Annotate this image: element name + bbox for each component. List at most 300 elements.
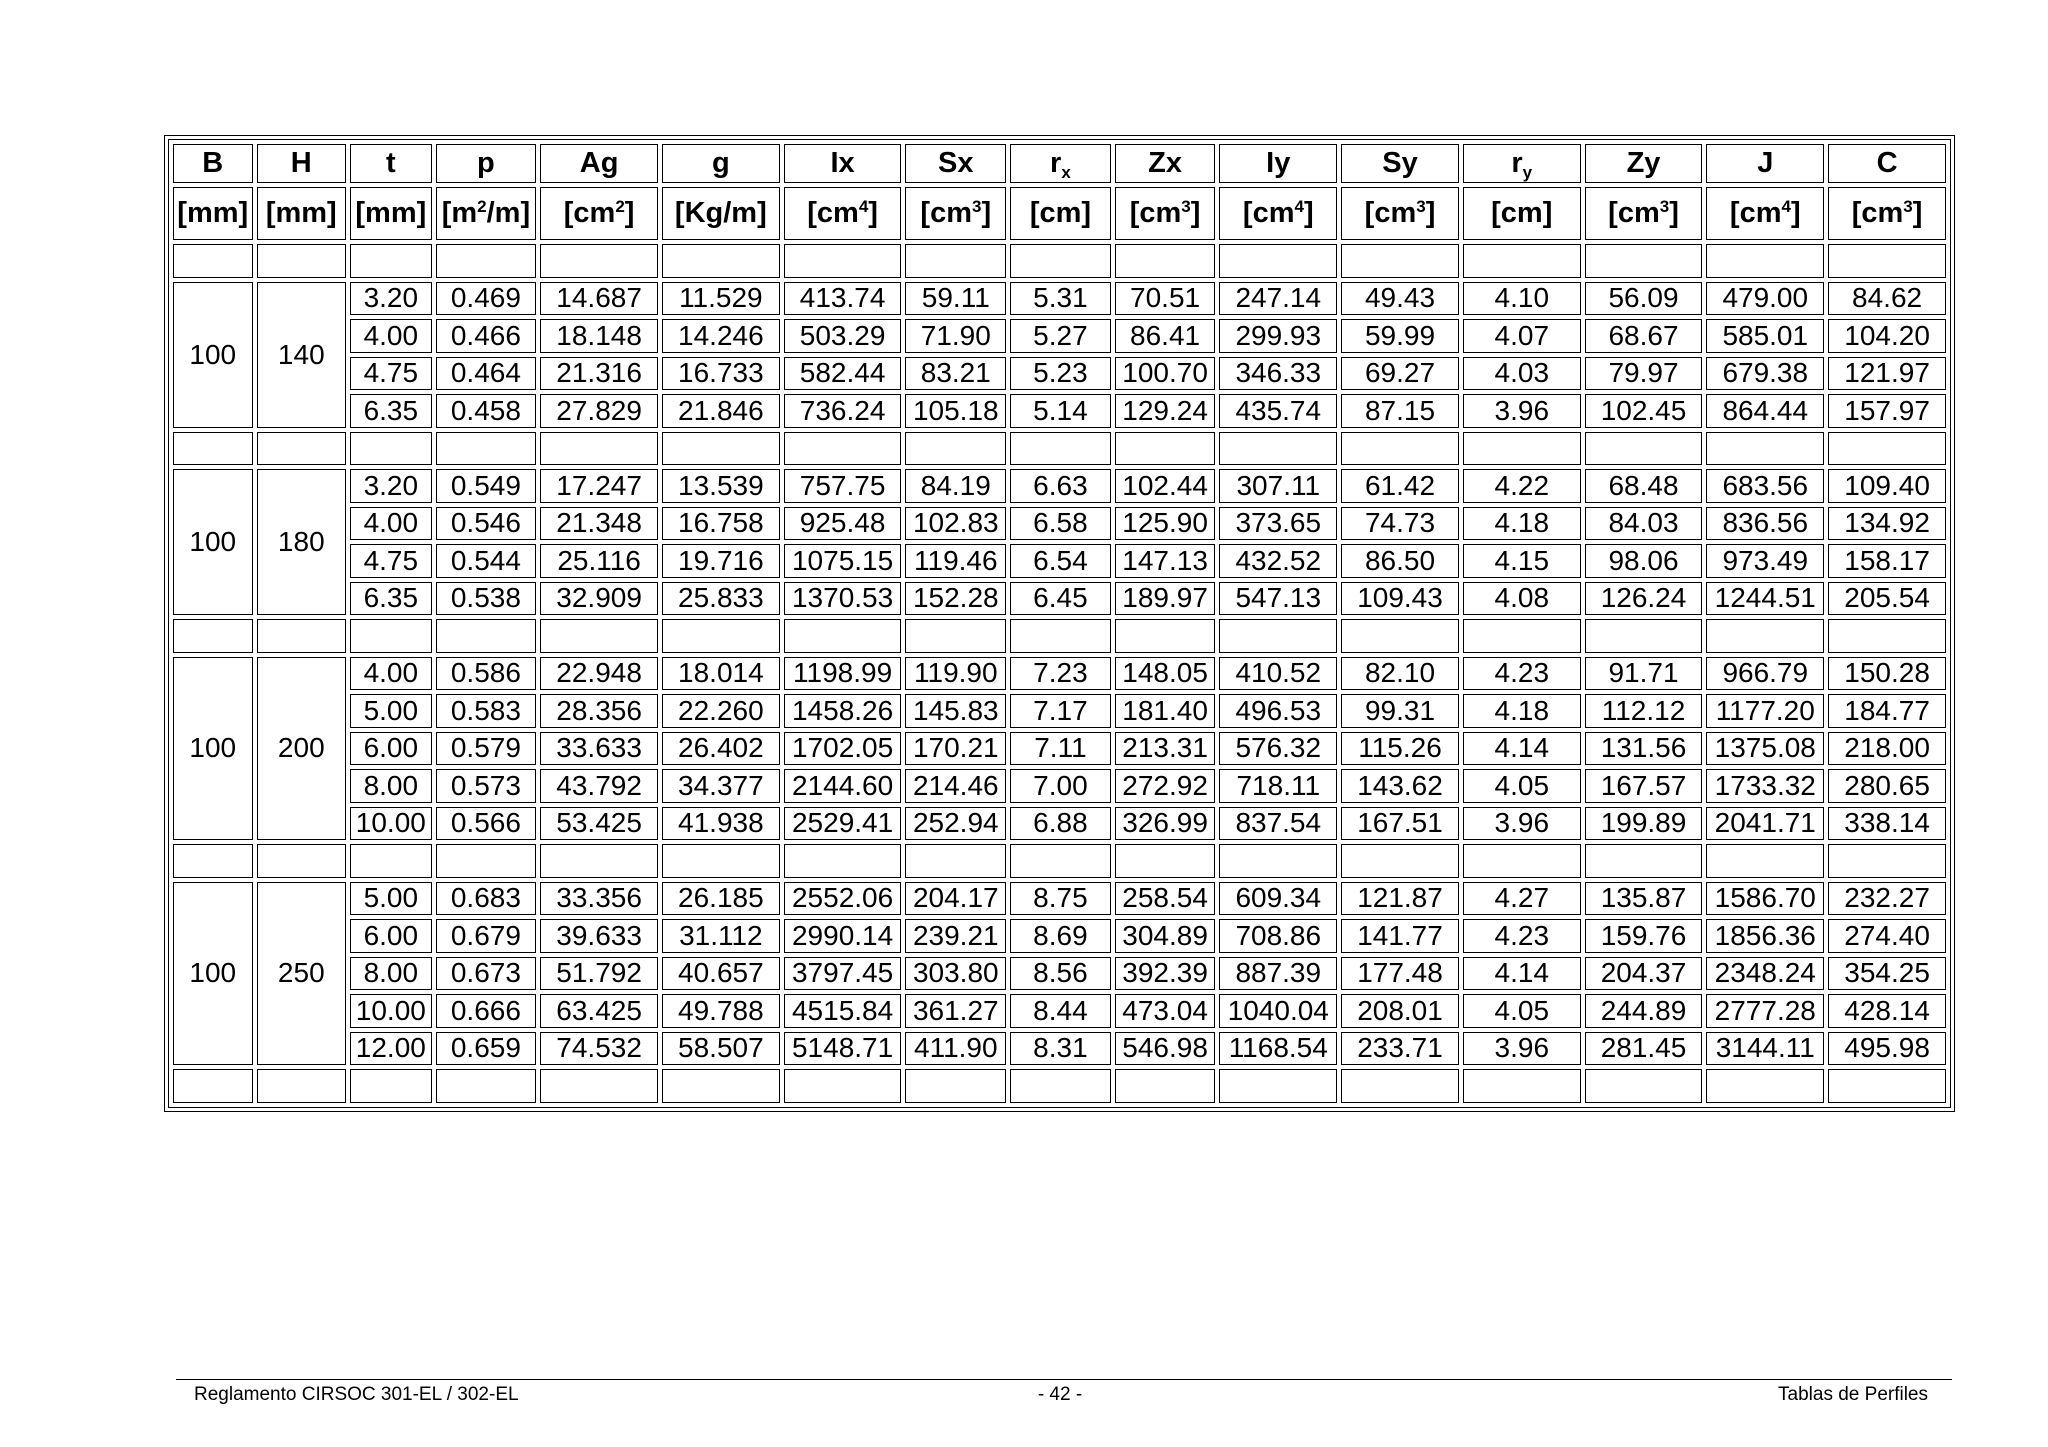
cell-p: 0.579 <box>436 732 537 766</box>
header-unit-Ix <box>784 187 902 240</box>
cell-J: 864.44 <box>1706 394 1824 428</box>
empty-cell <box>1341 844 1459 878</box>
cell-Ix: 757.75 <box>784 469 902 503</box>
header-unit-text: [cm <box>1608 197 1660 229</box>
cell-rx: 8.69 <box>1010 919 1111 953</box>
cell-p: 0.573 <box>436 769 537 803</box>
cell-Iy: 1040.04 <box>1219 994 1337 1028</box>
footer-section-title: Tablas de Perfiles <box>1778 1384 1928 1405</box>
header-symbol-H <box>257 144 347 183</box>
cell-Zy: 281.45 <box>1585 1032 1703 1066</box>
cell-Sy: 233.71 <box>1341 1032 1459 1066</box>
header-unit-exponent: 4 <box>858 197 869 216</box>
header-symbol-ry <box>1463 144 1581 183</box>
empty-cell <box>1585 1069 1703 1103</box>
cell-Ag: 22.948 <box>540 657 658 691</box>
header-unit-text: [cm <box>920 197 972 229</box>
empty-cell <box>1115 432 1216 466</box>
cell-Ix: 2529.41 <box>784 807 902 841</box>
cell-J: 1586.70 <box>1706 882 1824 916</box>
footer-document-title: Reglamento CIRSOC 301-EL / 302-EL <box>194 1384 519 1405</box>
header-unit-B <box>173 187 253 240</box>
spacer-row <box>173 244 1946 278</box>
cell-p: 0.583 <box>436 694 537 728</box>
table-row <box>173 582 1946 616</box>
header-unit-end: ] <box>1425 197 1436 229</box>
empty-cell <box>1341 432 1459 466</box>
cell-J: 2041.71 <box>1706 807 1824 841</box>
cell-rx: 6.54 <box>1010 544 1111 578</box>
header-unit-rx <box>1010 187 1111 240</box>
cell-Zy: 91.71 <box>1585 657 1703 691</box>
header-unit-text: [cm] <box>1491 197 1553 229</box>
cell-C: 184.77 <box>1828 694 1946 728</box>
cell-ry: 4.14 <box>1463 957 1581 991</box>
cell-J: 585.01 <box>1706 319 1824 353</box>
cell-g: 18.014 <box>662 657 780 691</box>
header-unit-text: [mm] <box>265 197 337 229</box>
cell-t: 6.00 <box>350 732 432 766</box>
header-unit-text: [cm <box>1242 197 1295 229</box>
cell-p: 0.466 <box>436 319 537 353</box>
empty-cell <box>1463 244 1581 278</box>
cell-Iy: 373.65 <box>1219 507 1337 541</box>
header-unit-text: [mm] <box>177 197 249 229</box>
cell-Ag: 21.316 <box>540 357 658 391</box>
header-symbol-J <box>1706 144 1824 183</box>
cell-Iy: 1168.54 <box>1219 1032 1337 1066</box>
cell-g: 31.112 <box>662 919 780 953</box>
cell-rx: 7.17 <box>1010 694 1111 728</box>
cell-t: 8.00 <box>350 957 432 991</box>
header-unit-Sy <box>1341 187 1459 240</box>
cell-Sy: 59.99 <box>1341 319 1459 353</box>
empty-cell <box>1115 1069 1216 1103</box>
cell-Zx: 272.92 <box>1115 769 1216 803</box>
cell-Sy: 74.73 <box>1341 507 1459 541</box>
cell-g: 13.539 <box>662 469 780 503</box>
empty-cell <box>1115 244 1216 278</box>
empty-cell <box>257 432 347 466</box>
empty-cell <box>784 619 902 653</box>
cell-t: 3.20 <box>350 282 432 316</box>
header-unit-exponent: 3 <box>1659 197 1670 216</box>
table-row <box>173 919 1946 953</box>
cell-t: 6.00 <box>350 919 432 953</box>
cell-Ag: 14.687 <box>540 282 658 316</box>
cell-Ag: 17.247 <box>540 469 658 503</box>
cell-Sy: 69.27 <box>1341 357 1459 391</box>
empty-cell <box>905 432 1006 466</box>
cell-rx: 5.14 <box>1010 394 1111 428</box>
cell-J: 836.56 <box>1706 507 1824 541</box>
cell-Sy: 49.43 <box>1341 282 1459 316</box>
cell-rx: 6.88 <box>1010 807 1111 841</box>
header-unit-g <box>662 187 780 240</box>
header-unit-text: [cm <box>1129 197 1182 229</box>
cell-Zx: 473.04 <box>1115 994 1216 1028</box>
empty-cell <box>257 244 347 278</box>
empty-cell <box>905 244 1006 278</box>
cell-Sy: 208.01 <box>1341 994 1459 1028</box>
header-unit-H <box>257 187 347 240</box>
table-row <box>173 994 1946 1028</box>
table-row <box>173 807 1946 841</box>
cell-Zx: 304.89 <box>1115 919 1216 953</box>
empty-cell <box>436 1069 537 1103</box>
cell-Iy: 299.93 <box>1219 319 1337 353</box>
empty-cell <box>1010 619 1111 653</box>
table-body <box>173 244 1946 1103</box>
table-row <box>173 282 1946 316</box>
header-unit-exponent: 4 <box>1294 197 1304 216</box>
cell-g: 16.733 <box>662 357 780 391</box>
cell-rx: 8.56 <box>1010 957 1111 991</box>
cell-g: 26.402 <box>662 732 780 766</box>
cell-H: 180 <box>257 469 347 615</box>
cell-g: 21.846 <box>662 394 780 428</box>
cell-Ix: 1458.26 <box>784 694 902 728</box>
empty-cell <box>350 1069 432 1103</box>
empty-cell <box>1219 1069 1337 1103</box>
cell-Ix: 582.44 <box>784 357 902 391</box>
cell-Iy: 496.53 <box>1219 694 1337 728</box>
cell-J: 679.38 <box>1706 357 1824 391</box>
cell-ry: 3.96 <box>1463 394 1581 428</box>
cell-Zx: 181.40 <box>1115 694 1216 728</box>
cell-Zy: 98.06 <box>1585 544 1703 578</box>
spacer-row <box>173 844 1946 878</box>
cell-Zx: 86.41 <box>1115 319 1216 353</box>
cell-C: 232.27 <box>1828 882 1946 916</box>
empty-cell <box>350 244 432 278</box>
header-symbol-text: Ag <box>579 147 619 179</box>
header-unit-exponent: 3 <box>972 197 982 216</box>
cell-g: 41.938 <box>662 807 780 841</box>
header-symbol-Ix <box>784 144 902 183</box>
cell-Iy: 718.11 <box>1219 769 1337 803</box>
header-unit-end: ] <box>1190 197 1201 229</box>
cell-g: 34.377 <box>662 769 780 803</box>
cell-g: 22.260 <box>662 694 780 728</box>
header-symbol-Sx <box>905 144 1006 183</box>
cell-Iy: 346.33 <box>1219 357 1337 391</box>
cell-rx: 6.58 <box>1010 507 1111 541</box>
cell-Zx: 129.24 <box>1115 394 1216 428</box>
header-unit-exponent: 3 <box>1181 197 1191 216</box>
empty-cell <box>1828 844 1946 878</box>
cell-rx: 8.75 <box>1010 882 1111 916</box>
header-symbol-Zx <box>1115 144 1216 183</box>
empty-cell <box>1010 844 1111 878</box>
empty-cell <box>1219 844 1337 878</box>
cell-J: 1733.32 <box>1706 769 1824 803</box>
cell-p: 0.673 <box>436 957 537 991</box>
cell-g: 11.529 <box>662 282 780 316</box>
cell-t: 4.75 <box>350 544 432 578</box>
cell-Ag: 28.356 <box>540 694 658 728</box>
empty-cell <box>1219 244 1337 278</box>
cell-C: 280.65 <box>1828 769 1946 803</box>
header-unit-text: [cm <box>563 197 616 229</box>
header-unit-end: ] <box>868 197 878 229</box>
cell-J: 973.49 <box>1706 544 1824 578</box>
cell-Zy: 244.89 <box>1585 994 1703 1028</box>
cell-t: 10.00 <box>350 994 432 1028</box>
cell-rx: 7.23 <box>1010 657 1111 691</box>
cell-Sx: 411.90 <box>905 1032 1006 1066</box>
table-row <box>173 319 1946 353</box>
cell-C: 109.40 <box>1828 469 1946 503</box>
cell-ry: 3.96 <box>1463 1032 1581 1066</box>
cell-C: 495.98 <box>1828 1032 1946 1066</box>
header-unit-ry <box>1463 187 1581 240</box>
cell-Sx: 204.17 <box>905 882 1006 916</box>
empty-cell <box>1010 244 1111 278</box>
cell-Ag: 39.633 <box>540 919 658 953</box>
header-unit-exponent: 3 <box>1903 197 1913 216</box>
cell-Sx: 145.83 <box>905 694 1006 728</box>
cell-Zx: 213.31 <box>1115 732 1216 766</box>
cell-Sy: 82.10 <box>1341 657 1459 691</box>
table-row <box>173 657 1946 691</box>
header-symbol-subscript: y <box>1522 163 1533 182</box>
empty-cell <box>1115 619 1216 653</box>
table-row <box>173 544 1946 578</box>
table-row <box>173 357 1946 391</box>
cell-t: 10.00 <box>350 807 432 841</box>
empty-cell <box>662 619 780 653</box>
cell-p: 0.566 <box>436 807 537 841</box>
header-unit-text: [cm <box>1851 197 1904 229</box>
cell-ry: 4.23 <box>1463 657 1581 691</box>
cell-Zx: 100.70 <box>1115 357 1216 391</box>
header-symbol-text: H <box>290 147 312 179</box>
cell-Sx: 59.11 <box>905 282 1006 316</box>
cell-Iy: 576.32 <box>1219 732 1337 766</box>
header-symbol-text: t <box>385 147 396 179</box>
cell-rx: 8.31 <box>1010 1032 1111 1066</box>
cell-J: 2348.24 <box>1706 957 1824 991</box>
cell-H: 250 <box>257 882 347 1066</box>
cell-Zy: 68.48 <box>1585 469 1703 503</box>
empty-cell <box>1828 1069 1946 1103</box>
cell-t: 5.00 <box>350 882 432 916</box>
cell-Ag: 63.425 <box>540 994 658 1028</box>
header-unit-end: /m] <box>486 197 531 229</box>
cell-t: 5.00 <box>350 694 432 728</box>
cell-Zx: 392.39 <box>1115 957 1216 991</box>
cell-rx: 6.63 <box>1010 469 1111 503</box>
cell-Zy: 126.24 <box>1585 582 1703 616</box>
header-symbol-C <box>1828 144 1946 183</box>
header-symbol-text: J <box>1757 147 1774 179</box>
cell-Ix: 1198.99 <box>784 657 902 691</box>
empty-cell <box>1706 244 1824 278</box>
cell-Zx: 326.99 <box>1115 807 1216 841</box>
cell-C: 150.28 <box>1828 657 1946 691</box>
empty-cell <box>540 619 658 653</box>
cell-Iy: 435.74 <box>1219 394 1337 428</box>
table-row <box>173 882 1946 916</box>
cell-Ix: 925.48 <box>784 507 902 541</box>
empty-cell <box>1010 1069 1111 1103</box>
empty-cell <box>540 1069 658 1103</box>
cell-g: 40.657 <box>662 957 780 991</box>
cell-J: 2777.28 <box>1706 994 1824 1028</box>
empty-cell <box>905 844 1006 878</box>
cell-Zy: 112.12 <box>1585 694 1703 728</box>
header-unit-J <box>1706 187 1824 240</box>
header-unit-exponent: 2 <box>477 197 487 216</box>
empty-cell <box>784 844 902 878</box>
header-unit-end: ] <box>1912 197 1923 229</box>
header-symbol-Zy <box>1585 144 1703 183</box>
cell-ry: 4.07 <box>1463 319 1581 353</box>
header-symbol-subscript: x <box>1061 163 1071 182</box>
footer-page-number: - 42 - <box>1037 1384 1083 1405</box>
header-unit-Sx <box>905 187 1006 240</box>
cell-Zy: 159.76 <box>1585 919 1703 953</box>
cell-g: 26.185 <box>662 882 780 916</box>
cell-Zy: 204.37 <box>1585 957 1703 991</box>
table-row <box>173 507 1946 541</box>
cell-Sy: 109.43 <box>1341 582 1459 616</box>
cell-J: 479.00 <box>1706 282 1824 316</box>
cell-rx: 6.45 <box>1010 582 1111 616</box>
cell-Iy: 247.14 <box>1219 282 1337 316</box>
cell-J: 1856.36 <box>1706 919 1824 953</box>
cell-p: 0.586 <box>436 657 537 691</box>
cell-Zx: 148.05 <box>1115 657 1216 691</box>
table-row <box>173 957 1946 991</box>
header-symbol-g <box>662 144 780 183</box>
empty-cell <box>905 1069 1006 1103</box>
header-symbol-text: r <box>1050 147 1062 179</box>
cell-J: 1177.20 <box>1706 694 1824 728</box>
cell-Zy: 131.56 <box>1585 732 1703 766</box>
header-unit-t <box>350 187 432 240</box>
empty-cell <box>662 432 780 466</box>
cell-rx: 7.11 <box>1010 732 1111 766</box>
cell-C: 121.97 <box>1828 357 1946 391</box>
header-unit-Iy <box>1219 187 1337 240</box>
cell-Sy: 99.31 <box>1341 694 1459 728</box>
header-symbol-Iy <box>1219 144 1337 183</box>
header-symbol-text: B <box>202 147 224 179</box>
cell-Sx: 119.46 <box>905 544 1006 578</box>
cell-ry: 4.18 <box>1463 694 1581 728</box>
empty-cell <box>1828 432 1946 466</box>
header-unit-text: [m <box>441 197 478 229</box>
header-unit-text: [Kg/m] <box>674 197 767 229</box>
cell-p: 0.666 <box>436 994 537 1028</box>
header-unit-text: [cm <box>1364 197 1417 229</box>
header-unit-text: [cm <box>1729 197 1782 229</box>
cell-ry: 4.14 <box>1463 732 1581 766</box>
table-row <box>173 694 1946 728</box>
empty-cell <box>1341 244 1459 278</box>
cell-ry: 3.96 <box>1463 807 1581 841</box>
cell-ry: 4.22 <box>1463 469 1581 503</box>
cell-J: 1375.08 <box>1706 732 1824 766</box>
spacer-row <box>173 1069 1946 1103</box>
cell-Sy: 61.42 <box>1341 469 1459 503</box>
cell-Ag: 33.633 <box>540 732 658 766</box>
empty-cell <box>173 619 253 653</box>
cell-C: 354.25 <box>1828 957 1946 991</box>
cell-p: 0.544 <box>436 544 537 578</box>
cell-ry: 4.10 <box>1463 282 1581 316</box>
cell-Ix: 3797.45 <box>784 957 902 991</box>
header-unit-end: ] <box>1790 197 1801 229</box>
cell-Sx: 71.90 <box>905 319 1006 353</box>
empty-cell <box>540 844 658 878</box>
cell-Sy: 86.50 <box>1341 544 1459 578</box>
cell-ry: 4.03 <box>1463 357 1581 391</box>
empty-cell <box>257 1069 347 1103</box>
header-unit-text: [cm <box>807 197 859 229</box>
empty-cell <box>1341 1069 1459 1103</box>
empty-cell <box>1828 244 1946 278</box>
cell-Sx: 119.90 <box>905 657 1006 691</box>
header-unit-end: ] <box>981 197 992 229</box>
cell-ry: 4.27 <box>1463 882 1581 916</box>
cell-B: 100 <box>173 282 253 428</box>
cell-Sy: 167.51 <box>1341 807 1459 841</box>
header-symbol-text: Sx <box>938 147 974 179</box>
header-unit-end: ] <box>1669 197 1679 229</box>
cell-Zx: 189.97 <box>1115 582 1216 616</box>
spacer-row <box>173 619 1946 653</box>
cell-Zy: 68.67 <box>1585 319 1703 353</box>
cell-Ag: 43.792 <box>540 769 658 803</box>
cell-Sx: 102.83 <box>905 507 1006 541</box>
cell-Iy: 708.86 <box>1219 919 1337 953</box>
cell-p: 0.469 <box>436 282 537 316</box>
cell-J: 966.79 <box>1706 657 1824 691</box>
cell-C: 158.17 <box>1828 544 1946 578</box>
cell-ry: 4.23 <box>1463 919 1581 953</box>
header-unit-end: ] <box>624 197 635 229</box>
header-symbol-Ag <box>540 144 658 183</box>
cell-rx: 5.27 <box>1010 319 1111 353</box>
cell-H: 200 <box>257 657 347 841</box>
cell-C: 157.97 <box>1828 394 1946 428</box>
cell-Ag: 33.356 <box>540 882 658 916</box>
header-unit-exponent: 3 <box>1416 197 1426 216</box>
empty-cell <box>1341 619 1459 653</box>
cell-J: 1244.51 <box>1706 582 1824 616</box>
cell-Sx: 303.80 <box>905 957 1006 991</box>
cell-Sx: 84.19 <box>905 469 1006 503</box>
cell-Ix: 1702.05 <box>784 732 902 766</box>
cell-Ix: 2552.06 <box>784 882 902 916</box>
cell-Sx: 83.21 <box>905 357 1006 391</box>
cell-Ix: 2144.60 <box>784 769 902 803</box>
table-row <box>173 769 1946 803</box>
empty-cell <box>1585 244 1703 278</box>
cell-Zx: 102.44 <box>1115 469 1216 503</box>
cell-p: 0.679 <box>436 919 537 953</box>
cell-Zy: 199.89 <box>1585 807 1703 841</box>
cell-Ix: 5148.71 <box>784 1032 902 1066</box>
cell-Sx: 252.94 <box>905 807 1006 841</box>
empty-cell <box>173 844 253 878</box>
cell-Zy: 135.87 <box>1585 882 1703 916</box>
empty-cell <box>257 844 347 878</box>
header-symbol-text: r <box>1511 147 1523 179</box>
